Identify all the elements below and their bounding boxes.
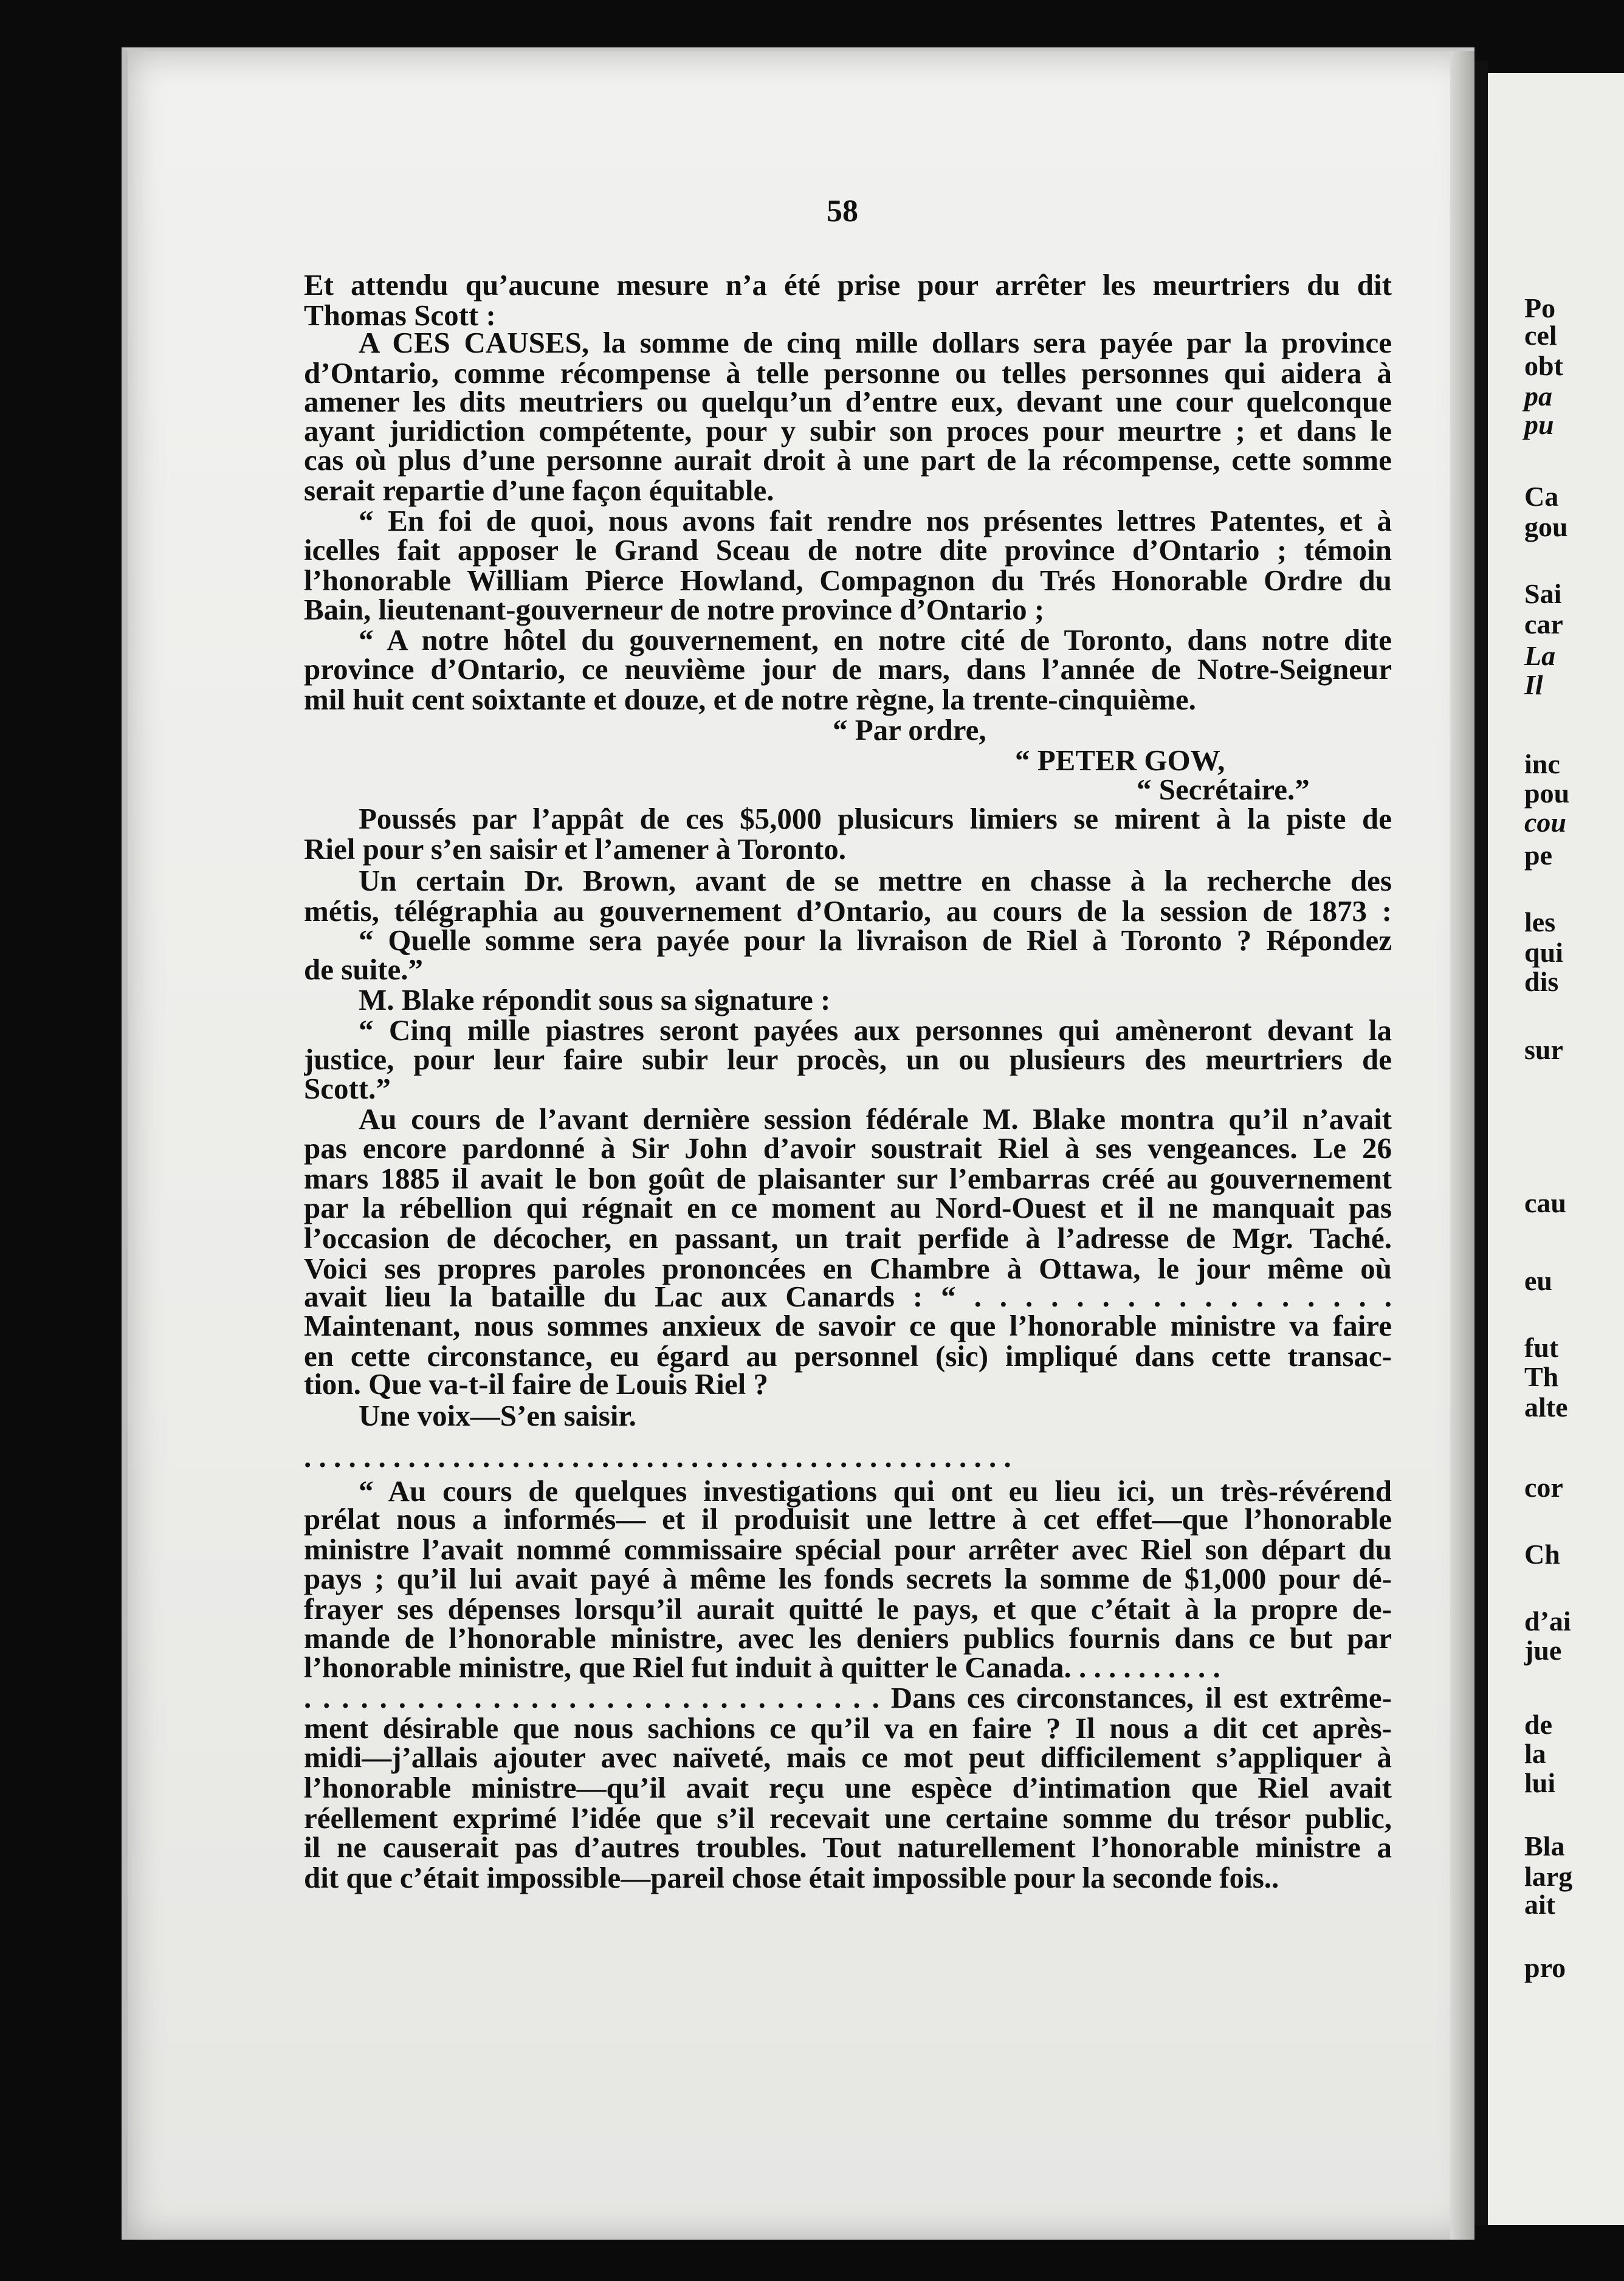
text-line: avait lieu la bataille du Lac aux Canards : “ . . . . . . . . . . . . . . . . . — [304, 1280, 1392, 1313]
text-line: midi—j’allais ajouter avec naïveté, mais ce mot peut difficilement s’appliquer à — [304, 1741, 1392, 1774]
text-line: ment désirable que nous sachions ce qu’il va en faire ? Il nous a dit cet après- — [304, 1711, 1392, 1745]
text-line: l’honorable ministre, que Riel fut induit à quitter le Canada. . . . . . . . . . . — [304, 1651, 1220, 1684]
text-line: pays ; qu’il lui avait payé à même les fonds secrets la somme de $1,000 pour dé- — [304, 1562, 1392, 1595]
text-line: Voici ses propres paroles prononcées en Chambre à Ottawa, le jour même où — [304, 1252, 1392, 1285]
page-edge — [1450, 51, 1474, 2240]
text-line: Au cours de l’avant dernière session fédérale M. Blake montra qu’il n’avait — [359, 1102, 1392, 1136]
adjacent-page-text-fragment: obt — [1524, 350, 1563, 381]
adjacent-page-text-fragment: Ca — [1524, 481, 1559, 512]
adjacent-page-text-fragment: Th — [1524, 1361, 1559, 1392]
adjacent-page-text-fragment: qui — [1524, 937, 1563, 968]
adjacent-page-fragment — [1488, 73, 1624, 2225]
text-line: cas où plus d’une personne aurait droit à une part de la récompense, cette somme — [304, 443, 1392, 477]
adjacent-page-text-fragment: cor — [1524, 1472, 1563, 1503]
adjacent-page-text-fragment: pou — [1524, 778, 1570, 809]
text-line: . . . . . . . . . . . . . . . . . . . . . . . . . . . . . . . Dans ces circonstances, il est extrême- — [304, 1681, 1392, 1714]
adjacent-page-text-fragment: Po — [1524, 292, 1556, 323]
text-line: pas encore pardonné à Sir John d’avoir soustrait Riel à ses vengeances. Le 26 — [304, 1131, 1392, 1165]
text-line: prélat nous a informés— et il produisit une lettre à cet effet—que l’honorable — [304, 1502, 1392, 1536]
text-line: réellement exprimé l’idée que s’il recevait une certaine somme du trésor public, — [304, 1801, 1392, 1835]
text-line: Riel pour s’en saisir et l’amener à Toronto. — [304, 832, 847, 866]
text-line: ayant juridiction compétente, pour y subir son proces pour meurtre ; et dans le — [304, 414, 1392, 447]
adjacent-page-text-fragment: pa — [1524, 381, 1552, 412]
text-line: “ A notre hôtel du gouvernement, en notre cité de Toronto, dans notre dite — [359, 623, 1392, 657]
text-line: dit que c’était impossible—pareil chose était impossible pour la seconde fois.. — [304, 1861, 1279, 1894]
adjacent-page-text-fragment: lui — [1524, 1767, 1556, 1798]
adjacent-page-text-fragment: alte — [1524, 1392, 1568, 1423]
text-line: Un certain Dr. Brown, avant de se mettre en chasse à la recherche des — [359, 864, 1392, 897]
text-line: l’honorable ministre—qu’il avait reçu une espèce d’intimation que Riel avait — [304, 1771, 1392, 1804]
adjacent-page-text-fragment: Sai — [1524, 578, 1562, 609]
adjacent-page-text-fragment: de — [1524, 1709, 1552, 1740]
adjacent-page-text-fragment: Bla — [1524, 1831, 1565, 1862]
text-line: tion. Que va-t-il faire de Louis Riel ? — [304, 1367, 768, 1401]
text-line: “ Cinq mille piastres seront payées aux personnes qui amèneront devant la — [359, 1013, 1392, 1047]
text-line: d’Ontario, comme récompense à telle personne ou telles personnes qui aidera à — [304, 356, 1392, 390]
text-line: icelles fait apposer le Grand Sceau de notre dite province d’Ontario ; témoin — [304, 533, 1392, 567]
adjacent-page-text-fragment: pe — [1524, 840, 1552, 871]
text-line: frayer ses dépenses lorsqu’il aurait quitté le pays, et que c’était à la propre de- — [304, 1592, 1392, 1626]
adjacent-page-text-fragment: gou — [1524, 511, 1568, 542]
adjacent-page-text-fragment: inc — [1524, 748, 1560, 779]
adjacent-page-text-fragment: jue — [1524, 1635, 1562, 1666]
text-line: serait repartie d’une façon équitable. — [304, 474, 774, 507]
text-line: M. Blake répondit sous sa signature : — [359, 983, 831, 1016]
text-line: Une voix—S’en saisir. — [359, 1399, 636, 1432]
adjacent-page-text-fragment: pu — [1524, 409, 1554, 440]
text-line: justice, pour leur faire subir leur procès, un ou plusieurs des meurtriers de — [304, 1043, 1392, 1076]
text-line: amener les dits meutriers ou quelqu’un d’entre eux, devant une cour quelconque — [304, 385, 1392, 418]
text-line: Et attendu qu’aucune mesure n’a été prise pour arrêter les meurtriers du dit — [304, 268, 1392, 302]
text-line: mil huit cent soixtante et douze, et de notre règne, la trente-cinquième. — [304, 683, 1196, 716]
adjacent-page-text-fragment: La — [1524, 640, 1556, 671]
text-line: Poussés par l’appât de ces $5,000 plusicurs limiers se mirent à la piste de — [359, 802, 1392, 835]
text-line: “ Quelle somme sera payée pour la livraison de Riel à Toronto ? Répondez — [359, 923, 1392, 957]
adjacent-page-text-fragment: cau — [1524, 1187, 1566, 1218]
text-line: Scott.” — [304, 1072, 391, 1105]
adjacent-page-text-fragment: la — [1524, 1738, 1546, 1769]
text-line: Maintenant, nous sommes anxieux de savoir ce que l’honorable ministre va faire — [304, 1309, 1392, 1342]
text-line: mars 1885 il avait le bon goût de plaisanter sur l’embarras créé au gouvernement — [304, 1162, 1392, 1195]
adjacent-page-text-fragment: fut — [1524, 1332, 1559, 1363]
text-line: . . . . . . . . . . . . . . . . . . . . . . . . . . . . . . . . . . . . . . . . . . . . . . . . — [304, 1440, 1011, 1474]
adjacent-page-text-fragment: cou — [1524, 807, 1566, 838]
text-line: “ Par ordre, — [833, 713, 986, 747]
text-line: A CES CAUSES, la somme de cinq mille dollars sera payée par la province — [359, 326, 1392, 359]
adjacent-page-text-fragment: ait — [1524, 1889, 1556, 1920]
text-line: l’occasion de décocher, en passant, un trait perfide à l’adresse de Mgr. Taché. — [304, 1221, 1392, 1255]
adjacent-page-text-fragment: d’ai — [1524, 1606, 1571, 1637]
text-line: “ Secrétaire.” — [1137, 773, 1310, 806]
adjacent-page-text-fragment: larg — [1524, 1861, 1573, 1892]
text-line: de suite.” — [304, 953, 423, 986]
page-number: 58 — [827, 194, 858, 229]
text-line: mande de l’honorable ministre, avec les deniers publics fournis dans ce but par — [304, 1621, 1392, 1655]
adjacent-page-text-fragment: les — [1524, 906, 1556, 937]
text-line: Bain, lieutenant-gouverneur de notre province d’Ontario ; — [304, 593, 1045, 626]
text-line: par la rébellion qui régnait en ce moment au Nord-Ouest et il ne manquait pas — [304, 1191, 1392, 1224]
adjacent-page-text-fragment: Il — [1524, 669, 1543, 700]
text-line: métis, télégraphia au gouvernement d’Ontario, au cours de la session de 1873 : — [304, 894, 1392, 928]
adjacent-page-text-fragment: Ch — [1524, 1539, 1560, 1570]
adjacent-page-text-fragment: eu — [1524, 1265, 1552, 1296]
adjacent-page-text-fragment: cel — [1524, 320, 1557, 351]
text-line: “ Au cours de quelques investigations qui ont eu lieu ici, un très-révérend — [359, 1474, 1392, 1508]
text-line: province d’Ontario, ce neuvième jour de mars, dans l’année de Notre-Seigneur — [304, 652, 1392, 686]
adjacent-page-text-fragment: pro — [1524, 1952, 1566, 1983]
adjacent-page-text-fragment: car — [1524, 609, 1563, 640]
text-line: “ PETER GOW, — [1015, 744, 1225, 777]
text-line: l’honorable William Pierce Howland, Compagnon du Trés Honorable Ordre du — [304, 564, 1392, 597]
text-line: ministre l’avait nommé commissaire spécial pour arrêter avec Riel son départ du — [304, 1533, 1392, 1566]
text-line: Thomas Scott : — [304, 298, 496, 332]
adjacent-page-text-fragment: dis — [1524, 966, 1559, 997]
text-line: en cette circonstance, eu égard au personnel (sic) impliqué dans cette transac- — [304, 1339, 1392, 1373]
text-line: “ En foi de quoi, nous avons fait rendre nos présentes lettres Patentes, et à — [359, 504, 1392, 537]
text-line: il ne causerait pas d’autres troubles. Tout naturellement l’honorable ministre a — [304, 1831, 1392, 1864]
adjacent-page-text-fragment: sur — [1524, 1034, 1563, 1065]
